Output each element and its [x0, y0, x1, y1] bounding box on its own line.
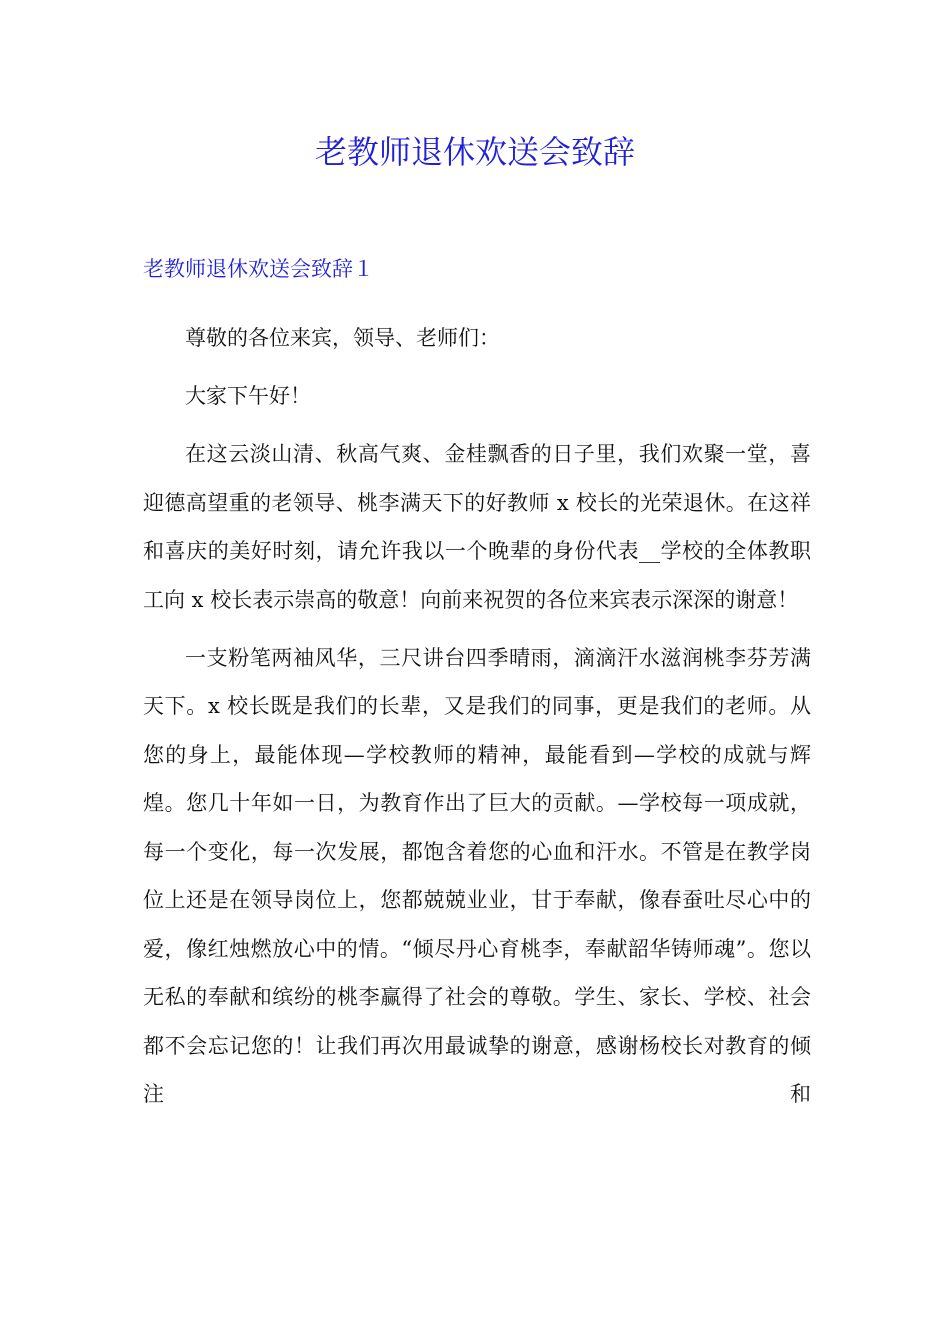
section-heading: 老教师退休欢送会致辞１: [143, 257, 374, 281]
document-body: [143, 314, 811, 1128]
paragraph-opening: 在这云淡山清、秋高气爽、金桂飘香的日子里，我们欢聚一堂，喜迎德高望重的老领导、桃李满天下的好教师 x 校长的光荣退休。在这祥和喜庆的美好时刻，请允许我以一个晚辈的身份代表__学校的全体教职工向 x 校长表示崇高的敬意！向前来祝贺的各位来宾表示深深的谢意！: [143, 442, 811, 612]
paragraph-tribute: 一支粉笔两袖风华，三尺讲台四季晴雨，滴滴汗水滋润桃李芬芳满天下。x 校长既是我们的长辈，又是我们的同事，更是我们的老师。从您的身上，最能体现—学校教师的精神，最能看到—学校的成就与辉煌。您几十年如一日，为教育作出了巨大的贡献。—学校每一项成就，每一个变化，每一次发展，都饱含着您的心血和汗水。不管是在教学岗位上还是在领导岗位上，您都兢兢业业，甘于奉献，像春蚕吐尽心中的爱，像红烛燃放心中的情。“倾尽丹心育桃李，奉献韶华铸师魂”。您以无私的奉献和缤纷的桃李赢得了社会的尊敬。学生、家长、学校、社会都不会忘记您的！让我们再次用最诚挚的谢意，感谢杨校长对教育的倾注和: [143, 645, 811, 1106]
paragraph-salutation: 尊敬的各位来宾，领导、老师们：: [185, 326, 500, 350]
paragraph-greeting: 大家下午好！: [185, 384, 311, 408]
document-title: 老教师退休欢送会致辞: [314, 133, 635, 171]
